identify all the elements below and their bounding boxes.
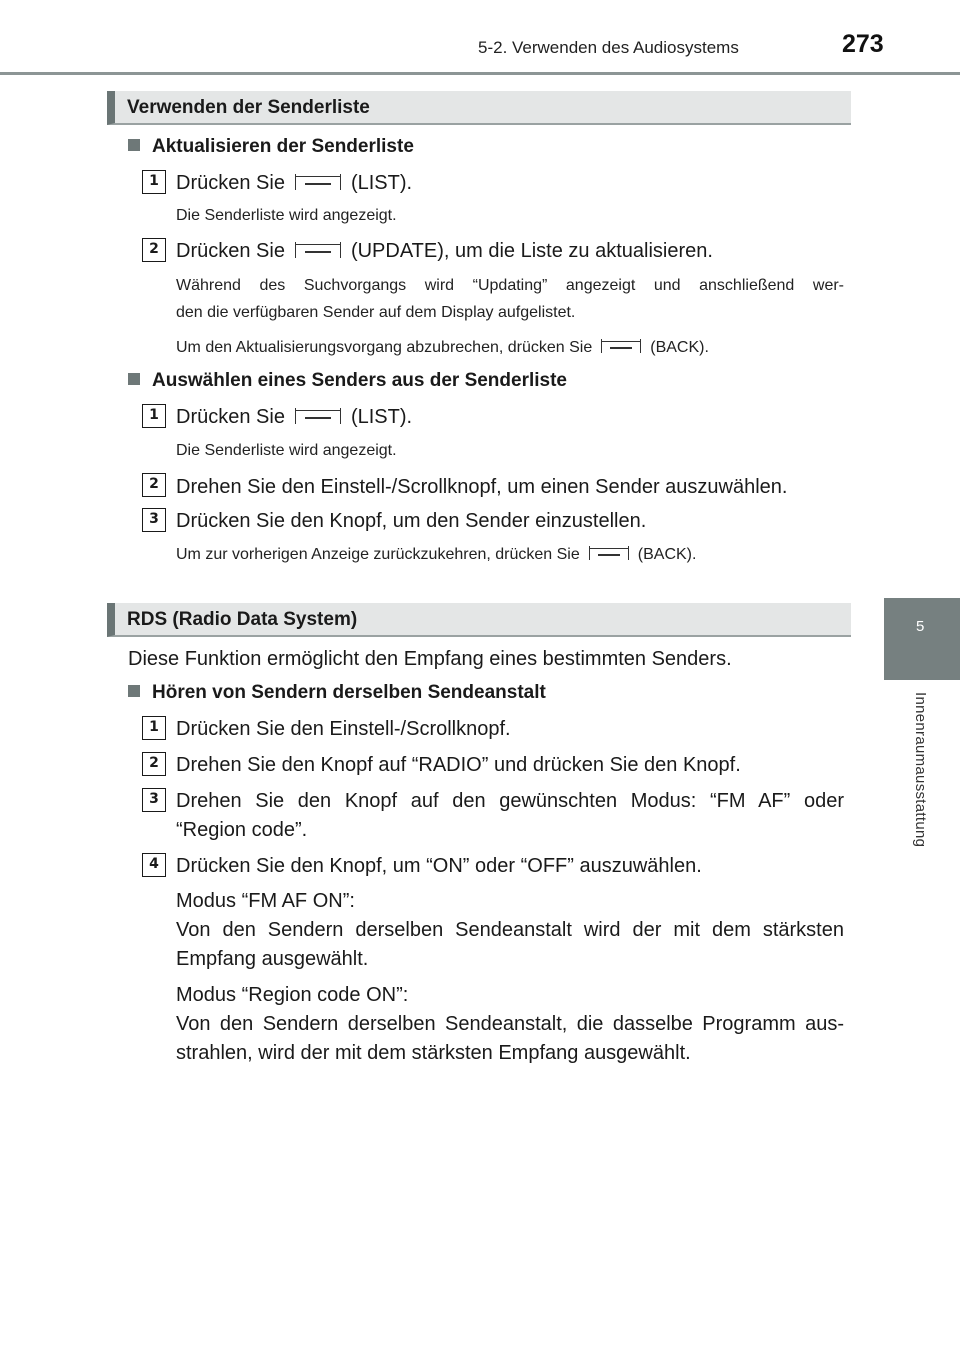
step-note: Die Senderliste wird angezeigt. [176,442,397,459]
square-bullet-icon [128,139,140,151]
step-note: Um zur vorherigen Anzeige zurückzukehren, drücken Sie (BACK). [176,546,697,563]
back-button-icon [589,546,629,560]
step-text: Drücken Sie den Einstell-/Scrollknopf. [176,718,511,740]
mode-description: Von den Sendern derselben Sendeanstalt, die dasselbe Programm aus- [176,1013,844,1035]
section-heading-senderliste: Verwenden der Senderliste [107,91,851,125]
mode-description: Von den Sendern derselben Sendeanstalt wird der mit dem stärksten [176,919,844,941]
step-text: Drehen Sie den Knopf auf “RADIO” und drücken Sie den Knopf. [176,754,741,776]
mode-title: Modus “FM AF ON”: [176,890,355,912]
step-text: Drehen Sie den Knopf auf den gewünschten Modus: “FM AF” oder [176,790,844,812]
step-note: Die Senderliste wird angezeigt. [176,207,397,224]
chapter-number: 5 [916,618,925,635]
step-note: den die verfügbaren Sender auf dem Display aufgelistet. [176,304,576,321]
rds-intro: Diese Funktion ermöglicht den Empfang eines bestimmten Senders. [128,648,732,670]
square-bullet-icon [128,685,140,697]
step-number: 1 [142,404,166,428]
subheading-select: Auswählen eines Senders aus der Senderliste [128,370,567,392]
list-button-icon [295,408,341,424]
update-button-icon [295,242,341,258]
step-text: Drücken Sie den Knopf, um “ON” oder “OFF” auszuwählen. [176,855,702,877]
step-number: 3 [142,508,166,532]
subheading-rds: Hören von Sendern derselben Sendeanstalt [128,682,546,704]
step-number: 3 [142,788,166,812]
section-heading-rds: RDS (Radio Data System) [107,603,851,637]
header-section-title: 5-2. Verwenden des Audiosystems [478,38,739,57]
mode-description: Empfang ausgewählt. [176,948,369,970]
mode-description: strahlen, wird der mit dem stärksten Empfang ausgewählt. [176,1042,691,1064]
chapter-label: Innenraumausstattung [912,692,929,848]
step-text: “Region code”. [176,819,308,841]
step-number: 4 [142,853,166,877]
step-text: Drücken Sie (LIST). [176,172,413,194]
step-number: 1 [142,170,166,194]
mode-title: Modus “Region code ON”: [176,984,409,1006]
step-text: Drücken Sie (LIST). [176,406,413,428]
step-note: Um den Aktualisierungsvorgang abzubrechen, drücken Sie (BACK). [176,339,709,356]
square-bullet-icon [128,373,140,385]
step-text: Drehen Sie den Einstell-/Scrollknopf, um einen Sender auszuwählen. [176,476,788,498]
chapter-tab [884,598,960,680]
back-button-icon [601,339,641,353]
step-text: Drücken Sie (UPDATE), um die Liste zu aktualisieren. [176,240,713,262]
step-number: 2 [142,473,166,497]
step-number: 2 [142,752,166,776]
step-text: Drücken Sie den Knopf, um den Sender einzustellen. [176,510,647,532]
list-button-icon [295,174,341,190]
step-note: Während des Suchvorgangs wird “Updating” angezeigt und anschließend wer- [176,277,844,294]
header-divider [0,72,960,75]
page-number: 273 [842,30,884,58]
step-number: 1 [142,716,166,740]
step-number: 2 [142,238,166,262]
subheading-update: Aktualisieren der Senderliste [128,136,414,158]
